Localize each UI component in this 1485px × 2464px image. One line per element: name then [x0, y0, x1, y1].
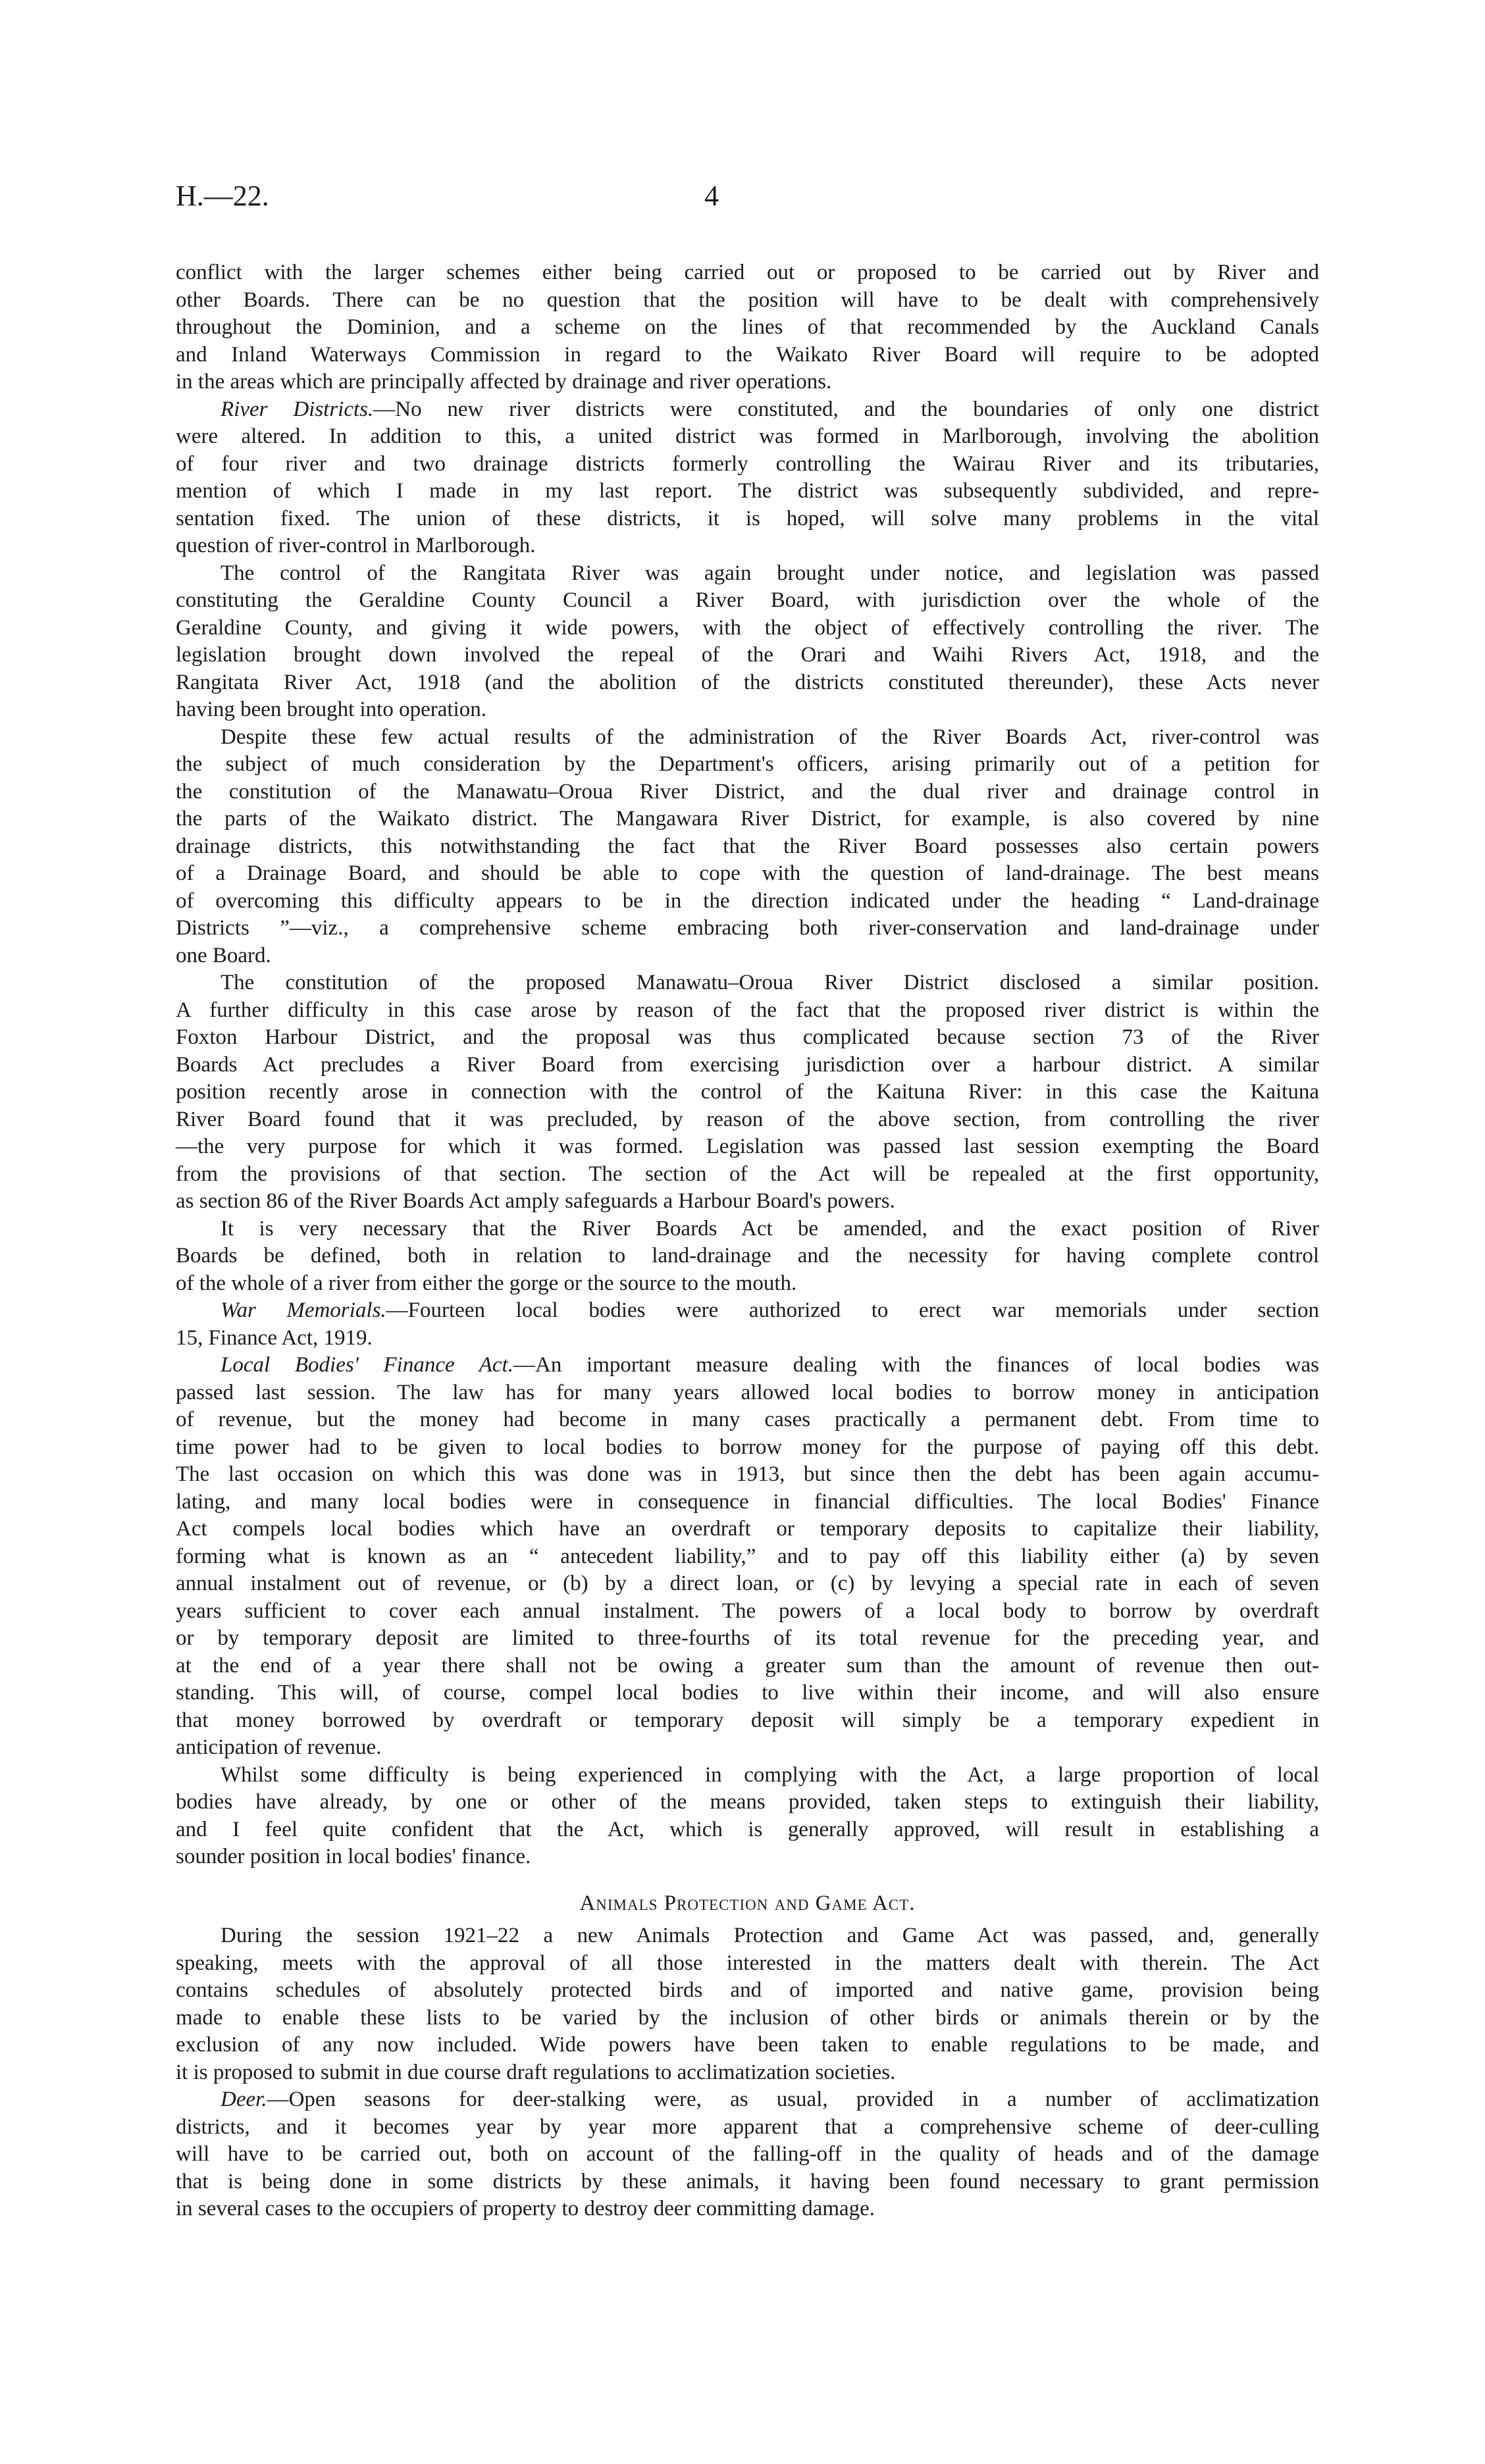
text-line [176, 615, 1319, 642]
line-text: Boards Act precludes a River Board from exercising jurisdiction over a harbour district. A similar [176, 1052, 1319, 1077]
line-text: position recently arose in connection with the control of the Kaituna River: in this case the Kaituna [176, 1080, 1319, 1104]
text-line [176, 942, 1319, 970]
text-line [176, 451, 1319, 478]
line-text: having been brought into operation. [176, 698, 486, 721]
text-line [176, 259, 1319, 287]
text-line [176, 1734, 1319, 1762]
paragraph [176, 1352, 1319, 1762]
text-line [176, 1406, 1319, 1434]
section-heading: Animals Protection and Game Act. [579, 1891, 916, 1915]
line-text: the constitution of the Manawatu–Oroua River District, and the dual river and drainage control in [176, 779, 1319, 804]
line-text: 15, Finance Act, 1919. [176, 1325, 373, 1350]
line-text: Districts ”—viz., a comprehensive scheme embracing both river-conservation and land-drainage under [176, 916, 1319, 940]
line-text: Geraldine County, and giving it wide powers, with the object of effectively controlling the river. The [176, 615, 1319, 640]
text-line [176, 287, 1319, 315]
line-text: speaking, meets with the approval of all those interested in the matters dealt with therein. The Act [176, 1951, 1319, 1975]
text-line [176, 669, 1319, 697]
text-line [176, 1843, 1319, 1871]
line-text: passed last session. The law has for many years allowed local bodies to borrow money in anticipation [176, 1380, 1319, 1404]
line-text: Despite these few actual results of the administration of the River Boards Act, river-control was [221, 725, 1319, 749]
line-text: exclusion of any now included. Wide powers have been taken to enable regulations to be made, and [176, 2033, 1319, 2057]
text-line [176, 532, 1319, 560]
text-line [176, 314, 1319, 342]
text-line [176, 1106, 1319, 1134]
line-text: standing. This will, of course, compel local bodies to live within their income, and will also ensure [176, 1681, 1319, 1705]
text-line [176, 860, 1319, 888]
text-line [176, 1625, 1319, 1653]
text-line [176, 1543, 1319, 1571]
line-text: of overcoming this difficulty appears to be in the direction indicated under the heading “ Land-drainage [176, 888, 1319, 913]
text-line [176, 1950, 1319, 1978]
text-line [176, 1352, 1319, 1379]
line-text: River Board found that it was precluded, by reason of the above section, from controlling the river [176, 1107, 1319, 1131]
text-line [176, 1762, 1319, 1789]
line-text: bodies have already, by one or other of the means provided, taken steps to extinguish their liability, [176, 1790, 1319, 1814]
text-line [176, 1379, 1319, 1407]
line-text: were altered. In addition to this, a united district was formed in Marlborough, involving the abolition [176, 424, 1319, 448]
paragraph [176, 1922, 1319, 2086]
line-text: throughout the Dominion, and a scheme on the lines of that recommended by the Auckland Canals [176, 315, 1319, 339]
line-text: A further difficulty in this case arose by reason of the fact that the proposed river district is within the [176, 998, 1319, 1022]
document-reference: H.—22. [176, 180, 269, 212]
text-line [176, 833, 1319, 861]
line-text: —the very purpose for which it was formed. Legislation was passed last session exempting the Board [176, 1135, 1319, 1158]
paragraph [176, 1216, 1319, 1298]
line-text: —No new river districts were constituted, and the boundaries of only one district [373, 397, 1319, 421]
text-line [176, 1707, 1319, 1735]
line-text: Rangitata River Act, 1918 (and the abolition of the districts constituted thereunder), these Acts never [176, 670, 1319, 694]
text-line [176, 779, 1319, 806]
text-line [176, 888, 1319, 915]
line-text: mention of which I made in my last report. The district was subsequently subdivided, and repre- [176, 479, 1319, 503]
text-line [176, 2005, 1319, 2032]
text-line [176, 2086, 1319, 2114]
text-line [176, 1434, 1319, 1462]
text-line [176, 2059, 1319, 2087]
paragraph [176, 969, 1319, 1216]
line-text: districts, and it becomes year by year more apparent that a comprehensive scheme of deer-culling [176, 2115, 1319, 2139]
paragraph [176, 259, 1319, 396]
line-text: made to enable these lists to be varied by the inclusion of other birds or animals therein or by the [176, 2005, 1319, 2030]
line-text: from the provisions of that section. The section of the Act will be repealed at the first opportunity, [176, 1162, 1319, 1186]
text-line [176, 1680, 1319, 1707]
line-text: time power had to be given to local bodies to borrow money for the purpose of paying off this debt. [176, 1435, 1319, 1459]
text-line [176, 2141, 1319, 2169]
text-line [176, 806, 1319, 833]
text-line [176, 478, 1319, 505]
run-in-heading: Deer. [221, 2088, 267, 2111]
text-line [176, 1270, 1319, 1298]
text-line [176, 1977, 1319, 2005]
line-text: one Board. [176, 943, 271, 967]
line-text: contains schedules of absolutely protected birds and of imported and native game, provision being [176, 1978, 1319, 2002]
line-text: of the whole of a river from either the gorge or the source to the mouth. [176, 1271, 797, 1295]
line-text: of four river and two drainage districts formerly controlling the Wairau River and its tributaries, [176, 451, 1319, 476]
text-line [176, 505, 1319, 533]
text-line [176, 587, 1319, 615]
page-number: 4 [704, 180, 719, 212]
line-text: other Boards. There can be no question that the position will have to be dealt with comprehensively [176, 288, 1319, 312]
text-line [176, 1216, 1319, 1243]
line-text: the subject of much consideration by the Department's officers, arising primarily out of a petition for [176, 752, 1319, 776]
text-line [176, 342, 1319, 369]
paragraph [176, 1297, 1319, 1352]
line-text: that is being done in some districts by these animals, it having been found necessary to grant permission [176, 2169, 1319, 2194]
line-text: lating, and many local bodies were in consequence in financial difficulties. The local Bodies' Finance [176, 1489, 1319, 1514]
line-text: —An important measure dealing with the finances of local bodies was [513, 1353, 1319, 1377]
line-text: It is very necessary that the River Boards Act be amended, and the exact position of River [221, 1216, 1319, 1241]
text-line [176, 724, 1319, 752]
text-line [176, 1789, 1319, 1816]
line-text: in the areas which are principally affected by drainage and river operations. [176, 370, 832, 394]
text-line [176, 1052, 1319, 1079]
line-text: at the end of a year there shall not be owing a greater sum than the amount of revenue then out- [176, 1653, 1319, 1678]
text-line [176, 696, 1319, 724]
text-line [176, 1133, 1319, 1161]
line-text: The last occasion on which this was done was in 1913, but since then the debt has been again accumu- [176, 1462, 1319, 1486]
line-text: anticipation of revenue. [176, 1735, 382, 1759]
text-line [176, 396, 1319, 424]
text-line [176, 969, 1319, 997]
text-line [176, 1516, 1319, 1543]
paragraph [176, 2086, 1319, 2223]
text-line [176, 1653, 1319, 1680]
line-text: in several cases to the occupiers of property to destroy deer committing damage. [176, 2197, 875, 2220]
text-line [176, 1297, 1319, 1325]
line-text: The control of the Rangitata River was again brought under notice, and legislation was passed [221, 561, 1319, 585]
line-text: will have to be carried out, both on account of the falling-off in the quality of heads and of the damage [176, 2142, 1319, 2166]
paragraph [176, 560, 1319, 724]
line-text: Foxton Harbour District, and the proposal was thus complicated because section 73 of the River [176, 1025, 1319, 1049]
line-text: Whilst some difficulty is being experienced in complying with the Act, a large proportion of local [221, 1762, 1319, 1787]
line-text: the parts of the Waikato district. The Mangawara River District, for example, is also covered by nine [176, 807, 1319, 831]
text-line [176, 2169, 1319, 2196]
line-text: sentation fixed. The union of these districts, it is hoped, will solve many problems in the vital [176, 506, 1319, 530]
text-line [176, 560, 1319, 588]
line-text: question of river-control in Marlborough. [176, 534, 536, 557]
text-line [176, 1079, 1319, 1106]
run-in-heading: War Memorials. [221, 1298, 386, 1322]
text-line [176, 423, 1319, 451]
document-body [176, 259, 1319, 2223]
line-text: drainage districts, this notwithstanding the fact that the River Board possesses also certain powers [176, 834, 1319, 858]
line-text: constituting the Geraldine County Council a River Board, with jurisdiction over the whole of the [176, 588, 1319, 612]
text-line [176, 751, 1319, 779]
line-text: as section 86 of the River Boards Act amply safeguards a Harbour Board's powers. [176, 1189, 895, 1213]
text-line [176, 642, 1319, 669]
text-line [176, 1461, 1319, 1489]
text-line [176, 369, 1319, 396]
line-text: or by temporary deposit are limited to three-fourths of its total revenue for the preceding year, and [176, 1626, 1319, 1650]
line-text: annual instalment out of revenue, or (b) by a direct loan, or (c) by levying a special rate in each of seven [176, 1572, 1319, 1595]
text-line [176, 1325, 1319, 1352]
text-line [176, 1188, 1319, 1216]
line-text: forming what is known as an “ antecedent liability,” and to pay off this liability either (a) by seven [176, 1544, 1319, 1568]
line-text: that money borrowed by overdraft or temporary deposit will simply be a temporary expedient in [176, 1708, 1319, 1732]
text-line [176, 2032, 1319, 2059]
run-in-heading: Local Bodies' Finance Act. [221, 1353, 513, 1377]
run-in-heading: River Districts. [221, 397, 374, 421]
text-line [176, 1161, 1319, 1189]
line-text: The constitution of the proposed Manawatu–Oroua River District disclosed a similar position. [221, 971, 1319, 994]
text-line [176, 997, 1319, 1025]
paragraph [176, 396, 1319, 560]
text-line [176, 2195, 1319, 2223]
line-text: sounder position in local bodies' finance. [176, 1845, 531, 1868]
line-text: years sufficient to cover each annual instalment. The powers of a local body to borrow by overdraft [176, 1599, 1319, 1623]
line-text: and I feel quite confident that the Act, which is generally approved, will result in establishing a [176, 1817, 1319, 1841]
line-text: —Open seasons for deer-stalking were, as usual, provided in a number of acclimatization [267, 2088, 1319, 2111]
line-text: legislation brought down involved the repeal of the Orari and Waihi Rivers Act, 1918, and the [176, 643, 1319, 667]
line-text: —Fourteen local bodies were authorized to erect war memorials under section [386, 1298, 1319, 1322]
text-line [176, 1024, 1319, 1052]
text-line [176, 2114, 1319, 2142]
paragraph [176, 724, 1319, 970]
text-line [176, 915, 1319, 942]
text-line [176, 1598, 1319, 1626]
line-text: conflict with the larger schemes either being carried out or proposed to be carried out by River and [176, 261, 1319, 284]
text-line [176, 1243, 1319, 1270]
line-text: and Inland Waterways Commission in regard to the Waikato River Board will require to be adopted [176, 342, 1319, 367]
text-line [176, 1489, 1319, 1516]
line-text: of revenue, but the money had become in many cases practically a permanent debt. From time to [176, 1408, 1319, 1431]
line-text: Boards be defined, both in relation to land-drainage and the necessity for having complete control [176, 1244, 1319, 1268]
line-text: it is proposed to submit in due course draft regulations to acclimatization societies. [176, 2060, 896, 2084]
text-line [176, 1570, 1319, 1598]
text-line [176, 1922, 1319, 1950]
line-text: of a Drainage Board, and should be able to cope with the question of land-drainage. The best means [176, 861, 1319, 885]
line-text: During the session 1921–22 a new Animals Protection and Game Act was passed, and, generally [221, 1924, 1319, 1947]
text-line [176, 1816, 1319, 1844]
line-text: Act compels local bodies which have an overdraft or temporary deposits to capitalize their liability, [176, 1517, 1319, 1541]
paragraph [176, 1762, 1319, 1871]
